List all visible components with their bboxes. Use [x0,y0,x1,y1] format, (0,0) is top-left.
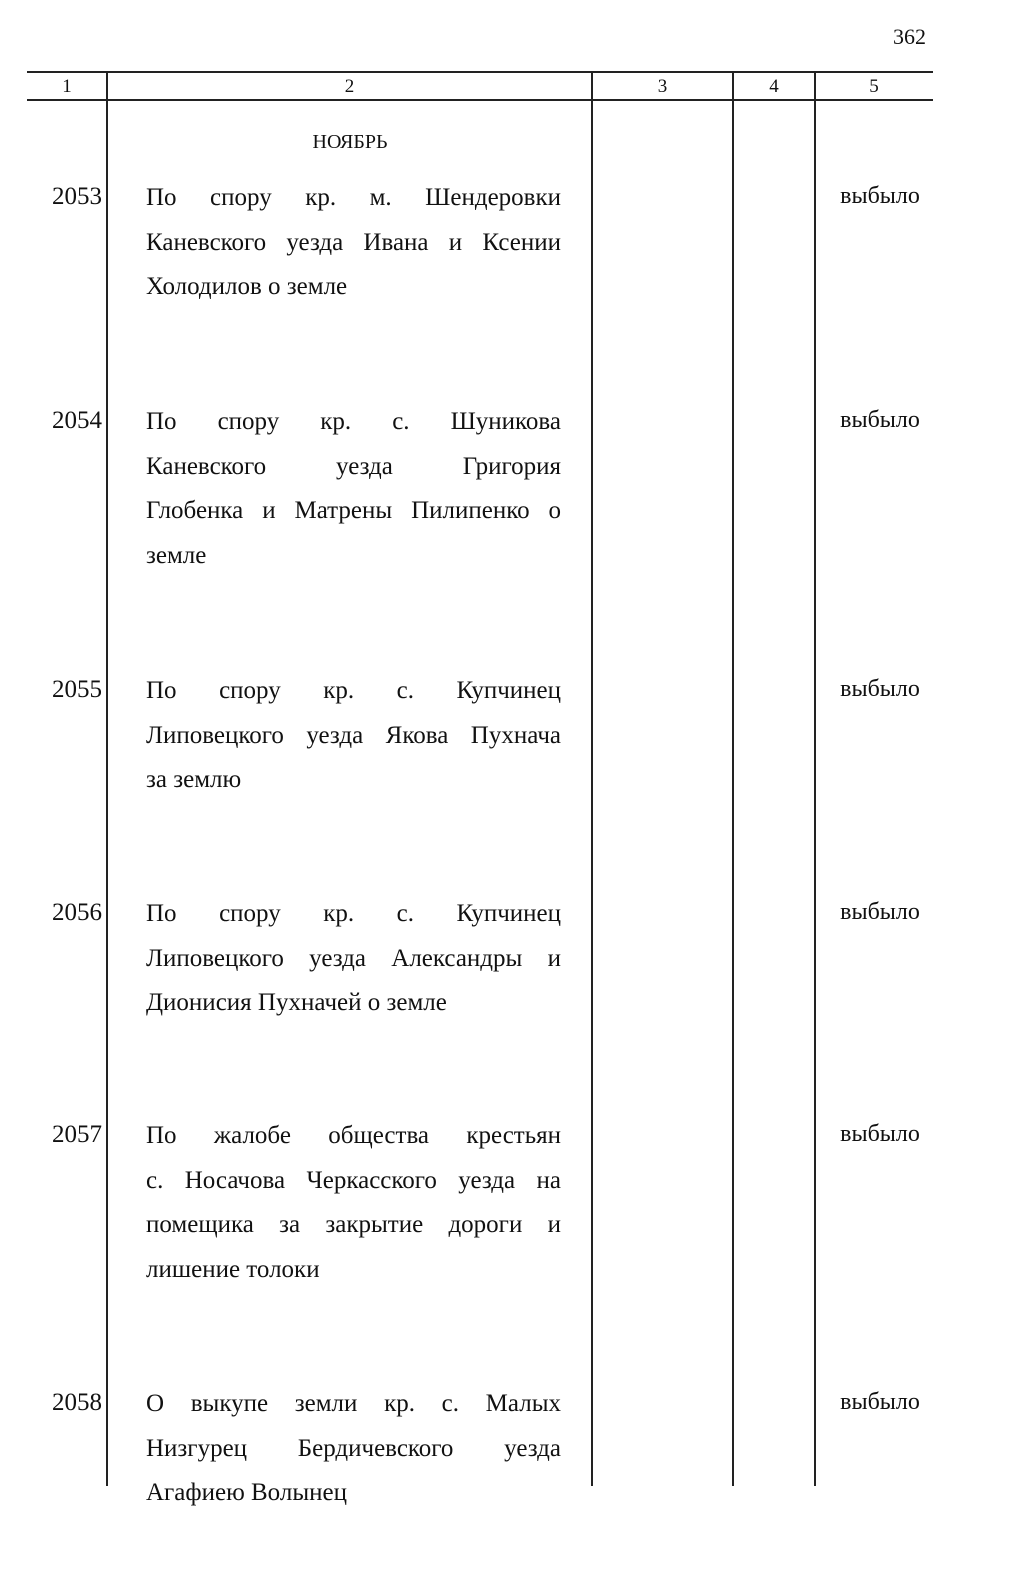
description-line: По спору кр. с. Шуникова [146,408,561,435]
description-line: Липовецкого уезда Якова Пухнача [146,721,561,749]
entry-description [146,183,561,317]
header-bottom-rule [27,99,933,101]
entry-description [146,1389,561,1523]
entry-number: 2055 [52,676,102,703]
description-line: Дионисия Пухначей о земле [146,989,447,1016]
entry-status: выбыло [840,1121,920,1147]
description-line: с. Носачова Черкасского уезда на [146,1166,561,1194]
entry-number: 2053 [52,183,102,210]
entry-status: выбыло [840,1389,920,1415]
description-line: По спору кр. м. Шендеровки [146,184,561,211]
column-divider [814,71,816,1486]
description-line: Липовецкого уезда Александры и [146,944,561,972]
header-col-2: 2 [344,76,355,97]
description-line: Агафиею Волынец [146,1479,347,1506]
entry-description [146,676,561,810]
entry-number: 2056 [52,899,102,926]
description-line: По спору кр. с. Купчинец [146,900,561,927]
description-line: лишение толоки [146,1255,320,1283]
entry-description [146,407,561,585]
entry-status: выбыло [840,899,920,925]
table-top-rule [27,71,933,73]
header-col-3: 3 [657,76,668,97]
description-line: По спору кр. с. Купчинец [146,677,561,704]
entry-number: 2057 [52,1121,102,1148]
description-line: Каневского уезда Григория [146,452,561,480]
column-divider [591,71,593,1486]
entry-status: выбыло [840,183,920,209]
header-col-4: 4 [769,76,779,97]
entry-description [146,899,561,1033]
column-divider [732,71,734,1486]
description-line: Низгурец Бердичевского уезда [146,1434,561,1462]
description-line: за землю [146,766,242,793]
column-divider [106,71,108,1486]
header-col-5: 5 [869,76,879,97]
description-line: Каневского уезда Ивана и Ксении [146,228,561,256]
page-number: 362 [893,24,926,49]
description-line: помещика за закрытие дороги и [146,1211,561,1238]
description-line: земле [146,541,207,569]
header-col-1: 1 [62,76,72,97]
entry-status: выбыло [840,676,920,702]
entry-status: выбыло [840,407,920,433]
entry-number: 2058 [52,1389,102,1416]
description-line: О выкупе земли кр. с. Малых [146,1390,561,1417]
entry-number: 2054 [52,407,102,434]
entry-description [146,1121,561,1299]
description-line: Глобенка и Матрены Пилипенко о [146,497,561,524]
description-line: По жалобе общества крестьян [146,1122,561,1149]
description-line: Холодилов о земле [146,273,348,300]
month-heading: НОЯБРЬ [312,131,388,153]
